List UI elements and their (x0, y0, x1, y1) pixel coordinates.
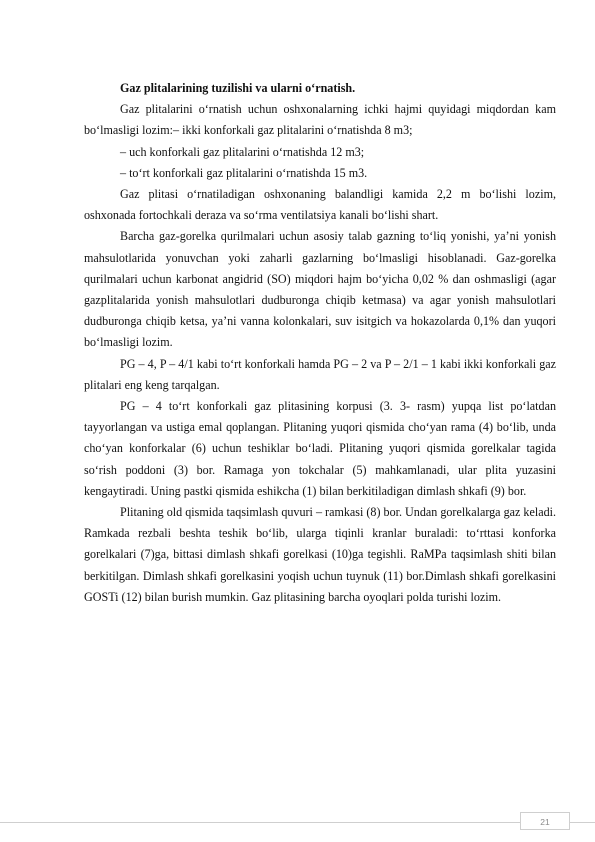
paragraph-distribution-pipe: Plitaning old qismida taqsimlash quvuri – ramkasi (8) bor. Undan gorelkalarga gaz keladi. Ramkada rezbali beshta teshik bo‘lib, ularga tiqinli kranlar buraladi: to‘rttasi konforka gorelkalari (7)ga, bittasi dimlash shkafi gorelkasi (10)ga tegishli. RaMPa taqsimlash shiti bilan berkitilgan. Dimlash shkafi gorelkasini yoqish uchun tuynuk (11) bor.Dimlash shkafi gorelkasini GOSTi (12) bilan burish mumkin. Gaz plitasining barcha oyoqlari polda turishi lozim. (84, 505, 556, 604)
page-content (84, 78, 556, 608)
footer-divider (0, 822, 595, 823)
paragraph-common-models: PG – 4, P – 4/1 kabi to‘rt konforkali hamda PG – 2 va P – 2/1 – 1 kabi ikki konforkali gaz plitalari eng keng tarqalgan. (84, 356, 556, 392)
section-heading: Gaz plitalarining tuzilishi va ularni o‘rnatish. (120, 81, 356, 95)
paragraph-kitchen-height: Gaz plitasi o‘rnatiladigan oshxonaning balandligi kamida 2,2 m bo‘lishi lozim, oshxonada fortochkali deraza va so‘rma ventilatsiya kanali bo‘lishi shart. (84, 187, 556, 223)
paragraph-combustion-requirements: Barcha gaz-gorelka qurilmalari uchun asosiy talab gazning to‘liq yonishi, ya’ni yonish mahsulotlarida yonuvchan yoki zaharli gazlarning bo‘lmasligi hisoblanadi. Gaz-gorelka qurilmalari uchun karbonat angidrid (SO) miqdori hajm bo‘yicha 0,02 % dan oshmasligi (agar gazplitalarida yonish mahsulotlari dudburonga chiqib ketmasa) va agar yonish mahsulotlari dudburonga chiqib ketsa, ya’ni vanna kolonkalari, suv isitgich va hokazolarda 0,1% dan yuqori bo‘lmasligi lozim. (84, 229, 556, 350)
paragraph-three-burner: – uch konforkali gaz plitalarini o‘rnatishda 12 m3; (120, 144, 365, 159)
paragraph-stove-body: PG – 4 to‘rt konforkali gaz plitasining korpusi (3. 3- rasm) yupqa list po‘latdan tayyorlangan va ustiga emal qoplangan. Plitaning yuqori qismida cho‘yan rama (4) bo‘lib, unda cho‘yan konforkalar (6) uchun teshiklar bo‘ladi. Plitaning yuqori qismida gorelkalar tagida so‘rish poddoni (3) bor. Ramaga yon tokchalar (5) mahkamlanadi, ular plita yuzasini kengaytiradi. Uning pastki qismida eshikcha (1) bilan berkitiladigan dimlash shkafi (9) bor. (84, 399, 556, 498)
page-number: 21 (520, 812, 570, 830)
paragraph-kitchen-volume: Gaz plitalarini o‘rnatish uchun oshxonalarning ichki hajmi quyidagi miqdordan kam bo‘lmasligi lozim:– ikki konforkali gaz plitalarini o‘rnatishda 8 m3; (84, 102, 556, 138)
paragraph-four-burner: – to‘rt konforkali gaz plitalarini o‘rnatishda 15 m3. (120, 165, 368, 180)
